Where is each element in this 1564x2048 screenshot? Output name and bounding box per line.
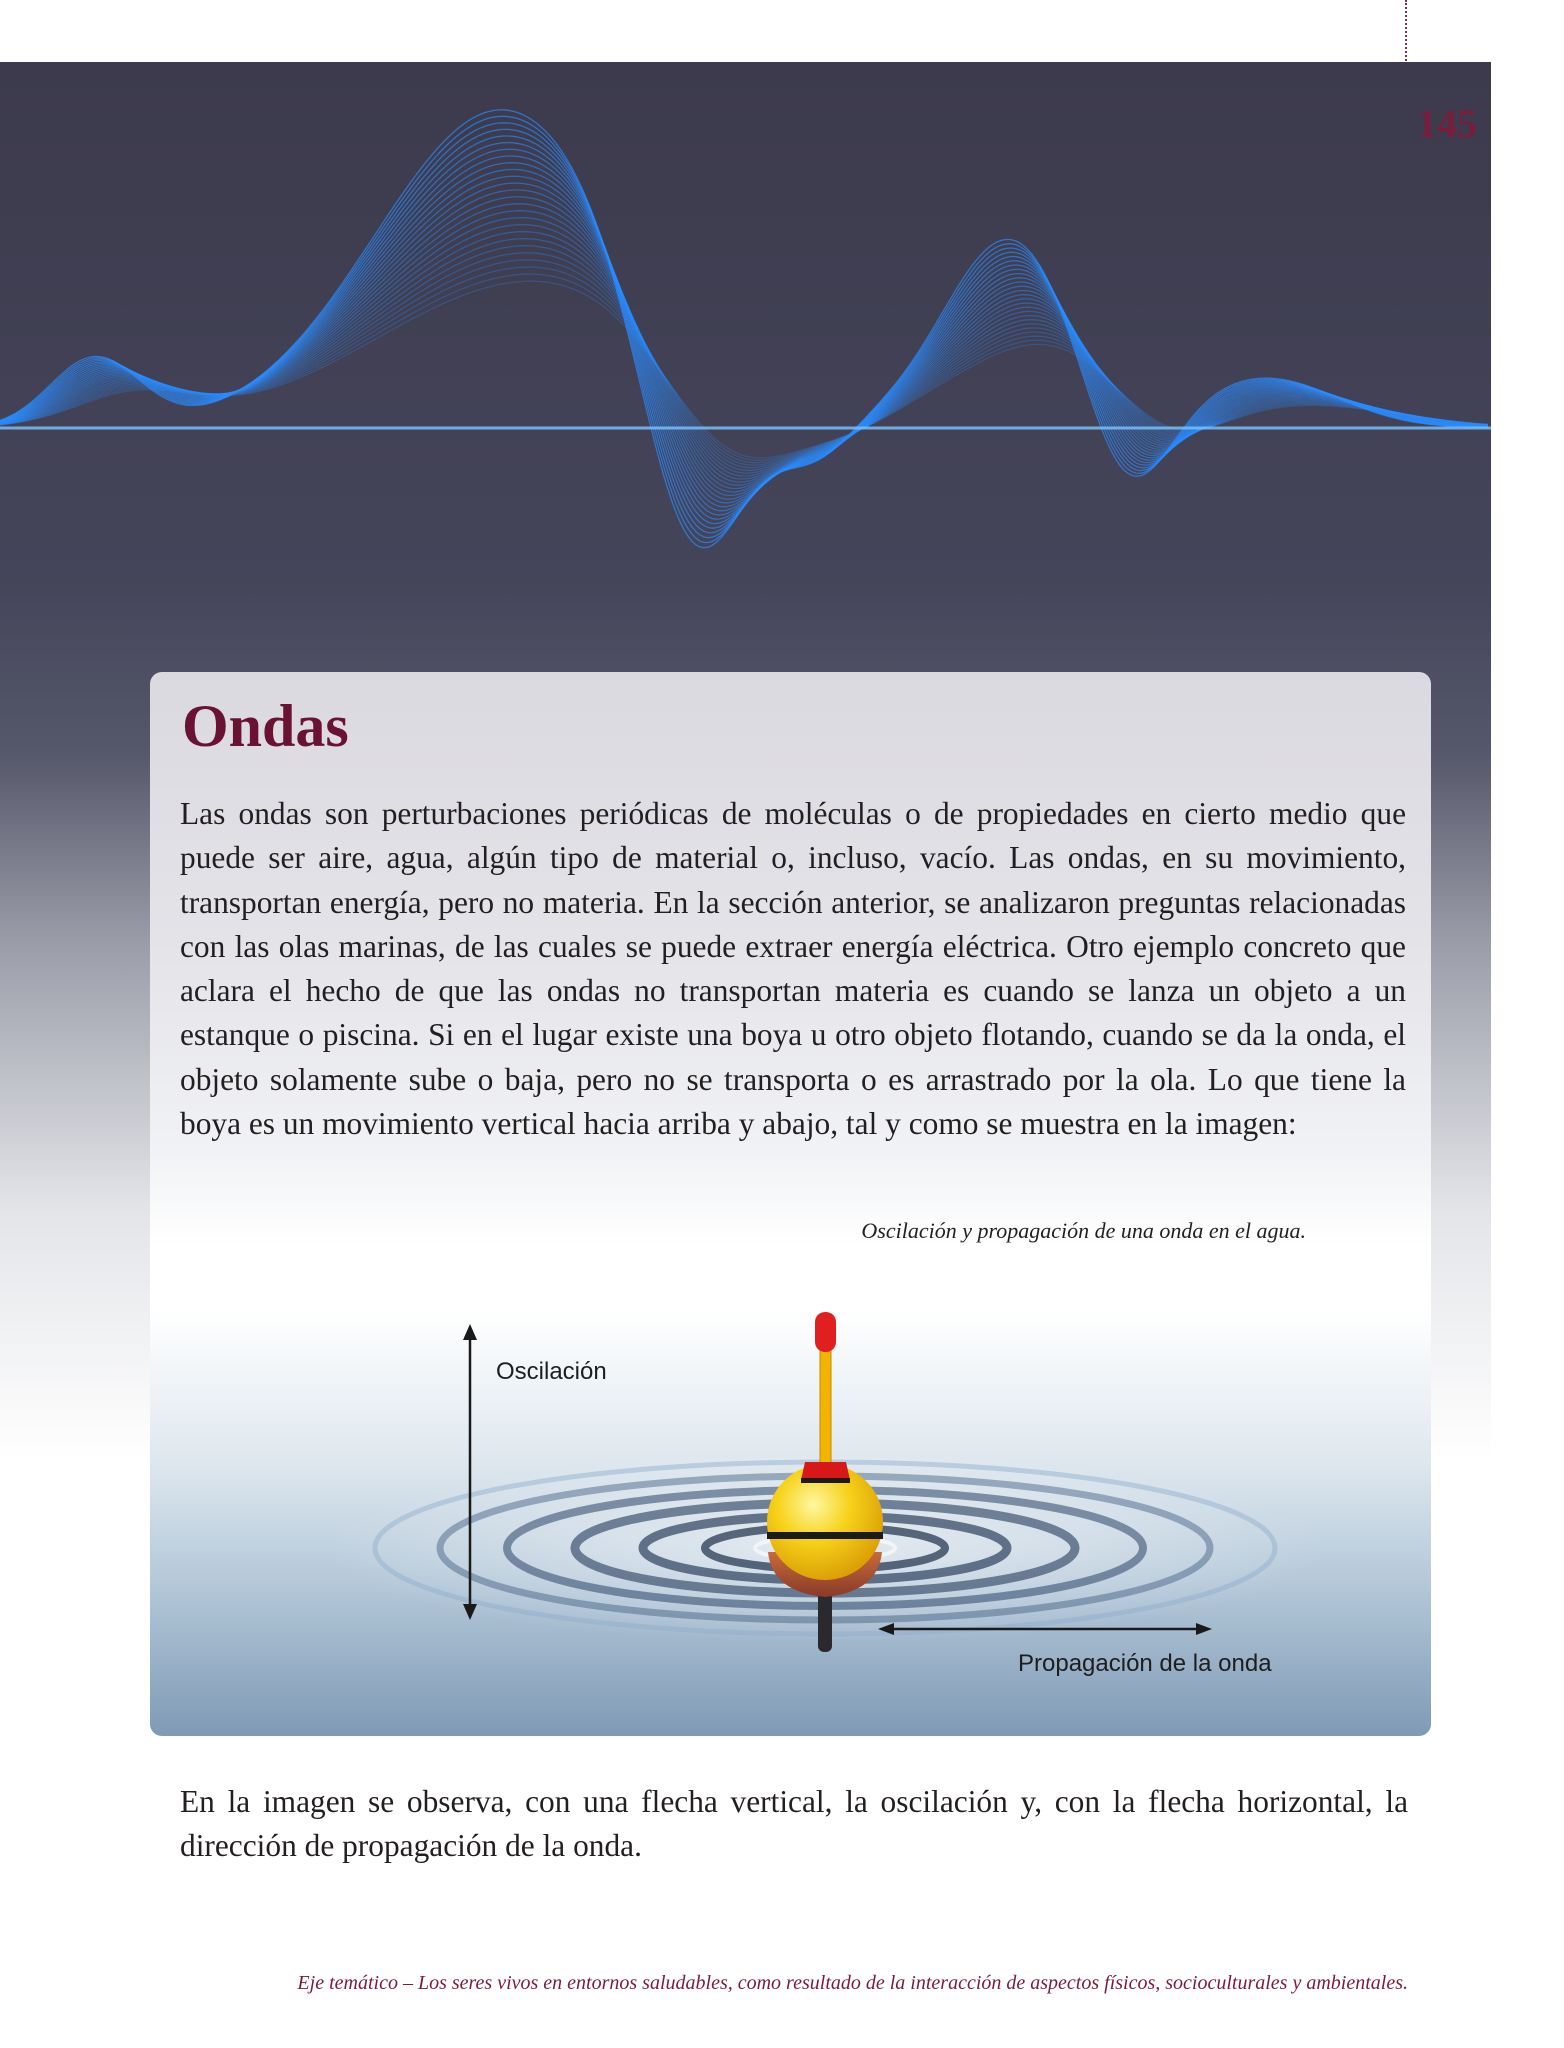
wave-line (0, 253, 1488, 468)
page-number: 145 (1417, 101, 1477, 146)
fishing-float-illustration (150, 672, 1431, 1736)
wave-line (0, 190, 1488, 495)
wave-line (0, 239, 1488, 473)
wave-line (0, 136, 1488, 528)
wave-line (0, 183, 1488, 499)
section-title: Ondas (182, 693, 349, 759)
footer-theme: Eje temático – Los seres vivos en entornos saludables, como resultado de la interacción de aspectos físicos, socioculturales y ambientales. (297, 1972, 1408, 1994)
wave-line (0, 281, 1488, 458)
wave-line (0, 232, 1488, 476)
wave-line (0, 274, 1488, 460)
wave-line (0, 211, 1488, 486)
oscillation-label: Oscilación (496, 1358, 607, 1385)
wave-line (0, 197, 1488, 492)
content-card (150, 672, 1431, 1736)
wave-line (0, 143, 1488, 524)
wave-line (0, 246, 1488, 471)
section-body: Las ondas son perturbaciones periódicas de moléculas o de propiedades en cierto medio que puede ser aire, agua, algún tipo de material o, incluso, vacío. Las ondas, en su movimiento, transportan energía, pero no materia. En la sección anterior, se analizaron preguntas relacionadas con las olas marinas, de las cuales se puede extraer energía eléctrica. Otro ejemplo concreto que aclara el hecho de que las ondas no transportan materia es cuando se lanza un objeto a un estanque o piscina. Si en el lugar existe una boya u otro objeto flotando, cuando se da la onda, el objeto solamente sube o baja, pero no se transporta o es arrastrado por la ola. Lo que tiene la boya es un movimiento vertical hacia arriba y abajo, tal y como se muestra en la imagen: (180, 796, 1406, 1142)
wave-line (0, 176, 1488, 503)
wave-line (0, 129, 1488, 532)
figure-caption: Oscilación y propagación de una onda en el agua. (861, 1218, 1306, 1243)
wave-line (0, 204, 1488, 489)
wave-line (0, 225, 1488, 479)
wave-line (0, 218, 1488, 482)
propagation-label: Propagación de la onda (1018, 1650, 1272, 1677)
sound-wave-illustration (0, 62, 1491, 742)
figure-explanation: En la imagen se observa, con una flecha vertical, la oscilación y, con la flecha horizontal, la dirección de propagación de la onda. (180, 1784, 1408, 1863)
wave-line (0, 260, 1488, 465)
wave-line (0, 267, 1488, 463)
